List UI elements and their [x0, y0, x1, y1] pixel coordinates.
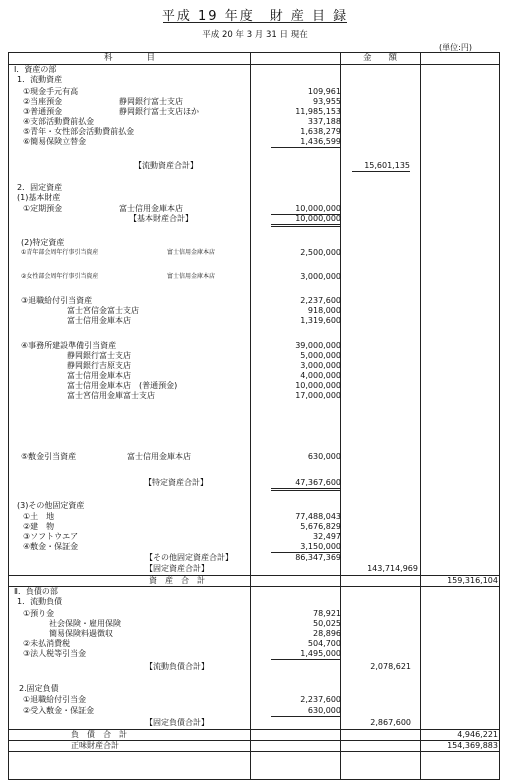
- current-asset-amount: 337,188: [307, 117, 341, 126]
- deposits-item: 社会保険・雇用保険: [49, 619, 121, 628]
- deposits-item-amount: 28,896: [313, 629, 341, 638]
- specific-asset-amount: 39,000,000: [295, 341, 341, 350]
- report-date: 平成 20 年 3 月 31 日 現在: [202, 30, 308, 40]
- other-fixed-amount: 5,676,829: [300, 522, 341, 531]
- other-fixed-amount: 32,497: [313, 532, 341, 541]
- specific-asset-bank: 静岡銀行富士支店: [67, 351, 131, 360]
- other-fixed-label: ④敷金・保証金: [23, 542, 79, 551]
- specific-asset-label: ①青年部会周年行事引当資産: [21, 249, 99, 256]
- current-asset-amount: 109,961: [307, 87, 341, 96]
- net-assets-label: 正味財産合計: [71, 741, 119, 750]
- current-asset-amount: 11,985,153: [295, 107, 341, 116]
- current-asset-label: ⑤青年・女性部会活動費前払金: [23, 127, 135, 136]
- specific-asset-bank-amount: 4,000,000: [300, 371, 341, 380]
- fixed-assets-total: 143,714,969: [367, 564, 418, 573]
- specific-asset-amount: 630,000: [307, 452, 341, 461]
- header-divider: [9, 64, 499, 65]
- specific-asset-detail: 富士信用金庫本店: [167, 273, 216, 280]
- basic-property-heading: (1)基本財産: [17, 193, 61, 202]
- other-fixed-amount: 77,488,043: [295, 512, 341, 521]
- specific-asset-amount: 3,000,000: [300, 272, 341, 281]
- deposits-item-amount: 50,025: [313, 619, 341, 628]
- assets-section-title: Ⅰ．資産の部: [14, 65, 57, 74]
- fixed-liabilities-heading: 2.固定負債: [19, 684, 59, 693]
- specific-asset-bank: 富士信用金庫本店: [67, 316, 131, 325]
- current-asset-label: ①現金手元有高: [23, 87, 79, 96]
- basic-property-amount: 10,000,000: [271, 204, 341, 215]
- fixed-liability-label: ②受入敷金・保証金: [23, 706, 95, 715]
- unpaid-tax-amount: 504,700: [307, 639, 341, 648]
- row-divider: [9, 751, 499, 752]
- basic-property-total: 10,000,000: [271, 214, 341, 227]
- deposits-amount: 78,921: [313, 609, 341, 618]
- deposits-item: 簡易保険料過徴収: [49, 629, 113, 638]
- page-title: 平成 19 年度 財 産 目 録: [161, 9, 349, 24]
- specific-asset-label: ②女性部会周年行事引当資産: [21, 273, 99, 280]
- specific-asset-detail: 富士信用金庫本店: [167, 249, 216, 256]
- row-divider: [9, 586, 499, 587]
- column-divider: [250, 53, 251, 779]
- current-liabilities-total: 2,078,621: [370, 662, 411, 671]
- specific-asset-bank: 富士宮信金富士支店: [67, 306, 139, 315]
- specific-asset-bank-amount: 5,000,000: [300, 351, 341, 360]
- fixed-assets-total-label: 【固定資産合計】: [145, 564, 209, 573]
- current-asset-label: ⑥簡易保険立替金: [23, 137, 87, 146]
- unit-label: (単位:円): [439, 43, 472, 52]
- other-fixed-label: ②建 物: [23, 522, 55, 531]
- current-liabilities-total-label: 【流動負債合計】: [145, 662, 209, 671]
- fixed-liability-label: ①退職給付引当金: [23, 695, 87, 704]
- specific-assets-heading: (2)特定資産: [21, 238, 65, 247]
- current-assets-total-label: 【流動資産合計】: [134, 161, 198, 170]
- specific-assets-total: 47,367,600: [271, 478, 341, 491]
- current-liabilities-heading: 1．流動負債: [17, 597, 63, 606]
- liabilities-total-label: 負 債 合 計: [71, 730, 127, 739]
- specific-asset-label: ③退職給付引当資産: [21, 296, 93, 305]
- current-asset-label: ④支部活動費前払金: [23, 117, 95, 126]
- specific-asset-amount: 2,237,600: [300, 296, 341, 305]
- current-asset-amount: 93,955: [313, 97, 341, 106]
- specific-asset-bank-amount: 17,000,000: [295, 391, 341, 400]
- other-fixed-total: 86,347,369: [295, 553, 341, 562]
- fixed-liabilities-total: 2,867,600: [370, 718, 411, 727]
- basic-property-detail: 富士信用金庫本店: [119, 204, 183, 213]
- specific-asset-bank-amount: 3,000,000: [300, 361, 341, 370]
- basic-property-label: ①定期預金: [23, 204, 63, 213]
- assets-total-label: 資 産 合 計: [149, 576, 205, 585]
- column-divider: [420, 53, 421, 779]
- other-fixed-heading: (3)その他固定資産: [17, 501, 85, 510]
- other-fixed-amount: 3,150,000: [271, 542, 341, 553]
- specific-asset-bank: 富士宮信用金庫富士支店: [67, 391, 155, 400]
- specific-asset-bank-amount: 1,319,600: [300, 316, 341, 325]
- liabilities-section-title: Ⅱ．負債の部: [14, 587, 58, 596]
- current-asset-amount: 1,436,599: [271, 137, 341, 148]
- specific-asset-label: ⑤敷金引当資産: [21, 452, 77, 461]
- specific-asset-amount: 2,500,000: [300, 248, 341, 257]
- other-fixed-label: ①土 地: [23, 512, 55, 521]
- tax-reserve-amount: 1,495,000: [271, 649, 341, 660]
- specific-asset-bank: 静岡銀行吉原支店: [67, 361, 131, 370]
- fixed-liability-amount: 2,237,600: [300, 695, 341, 704]
- amount-header: 金 額: [362, 53, 397, 63]
- specific-asset-label: ④事務所建設準備引当資産: [21, 341, 117, 350]
- specific-asset-bank: 富士信用金庫本店 (普通預金): [67, 381, 178, 390]
- current-assets-heading: 1．流動資産: [17, 75, 63, 84]
- current-asset-label: ②当座預金: [23, 97, 63, 106]
- fixed-assets-heading: 2．固定資産: [17, 183, 63, 192]
- subject-header: 科 目: [103, 53, 155, 63]
- inventory-table: [8, 52, 500, 780]
- assets-total: 159,316,104: [447, 576, 498, 585]
- specific-asset-bank-amount: 10,000,000: [295, 381, 341, 390]
- current-asset-amount: 1,638,279: [300, 127, 341, 136]
- deposits-label: ①預り金: [23, 609, 55, 618]
- other-fixed-label: ③ソフトウエア: [23, 532, 79, 541]
- current-asset-label: ③普通預金: [23, 107, 63, 116]
- specific-asset-detail: 富士信用金庫本店: [127, 452, 191, 461]
- liabilities-total: 4,946,221: [457, 730, 498, 739]
- other-fixed-total-label: 【その他固定資産合計】: [145, 553, 233, 562]
- fixed-liabilities-total-label: 【固定負債合計】: [145, 718, 209, 727]
- basic-property-total-label: 【基本財産合計】: [129, 214, 193, 223]
- current-assets-total: 15,601,135: [352, 161, 410, 172]
- current-asset-detail: 静岡銀行富士支店ほか: [119, 107, 199, 116]
- current-asset-detail: 静岡銀行富士支店: [119, 97, 183, 106]
- tax-reserve-label: ③法人税等引当金: [23, 649, 87, 658]
- specific-asset-bank: 富士信用金庫本店: [67, 371, 131, 380]
- unpaid-tax-label: ②未払消費税: [23, 639, 71, 648]
- specific-asset-bank-amount: 918,000: [307, 306, 341, 315]
- net-assets-total: 154,369,883: [447, 741, 498, 750]
- title-underline: [163, 22, 347, 23]
- fixed-liability-amount: 630,000: [271, 706, 341, 717]
- specific-assets-total-label: 【特定資産合計】: [144, 478, 208, 487]
